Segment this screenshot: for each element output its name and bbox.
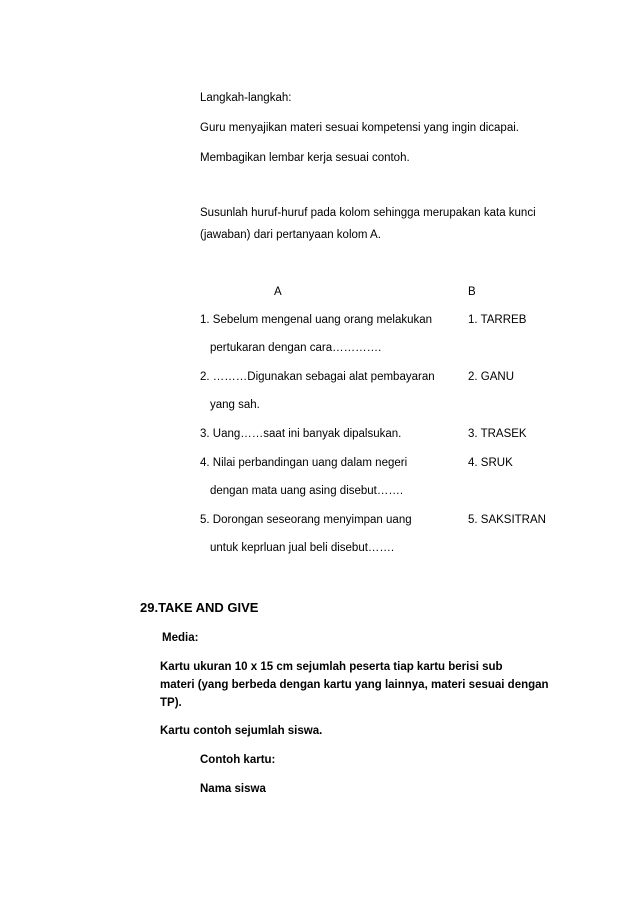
example-name-label: Nama siswa	[200, 783, 266, 795]
column-b-header: B	[468, 286, 476, 298]
question-2-line-1: 2. ………Digunakan sebagai alat pembayaran	[200, 371, 435, 383]
answer-2: 2. GANU	[468, 371, 515, 383]
example-card-label: Contoh kartu:	[200, 754, 276, 766]
media-label: Media:	[162, 632, 199, 644]
media-line-3: TP).	[160, 697, 182, 709]
question-5-line-1: 5. Dorongan seseorang menyimpan uang	[200, 514, 412, 526]
step-1: Guru menyajikan materi sesuai kompetensi yang ingin dicapai.	[200, 122, 519, 134]
column-a-header: A	[274, 286, 282, 298]
question-2-line-2: yang sah.	[210, 399, 260, 411]
instruction-line-1: Susunlah huruf-huruf pada kolom sehingga merupakan kata kunci	[200, 207, 536, 219]
question-5-line-2: untuk keprluan jual beli disebut…….	[210, 542, 395, 554]
section-title: 29.TAKE AND GIVE	[140, 600, 259, 615]
steps-heading: Langkah-langkah:	[200, 92, 292, 104]
answer-1: 1. TARREB	[468, 314, 527, 326]
step-2: Membagikan lembar kerja sesuai contoh.	[200, 152, 410, 164]
question-4-line-2: dengan mata uang asing disebut…….	[210, 485, 404, 497]
instruction-line-2: (jawaban) dari pertanyaan kolom A.	[200, 229, 381, 241]
answer-4: 4. SRUK	[468, 457, 513, 469]
question-4-line-1: 4. Nilai perbandingan uang dalam negeri	[200, 457, 408, 469]
question-1-line-1: 1. Sebelum mengenal uang orang melakukan	[200, 314, 433, 326]
question-1-line-2: pertukaran dengan cara………….	[210, 342, 382, 354]
answer-3: 3. TRASEK	[468, 428, 527, 440]
answer-5: 5. SAKSITRAN	[468, 514, 546, 526]
media-line-1: Kartu ukuran 10 x 15 cm sejumlah peserta tiap kartu berisi sub	[160, 661, 503, 673]
media-line-2: materi (yang berbeda dengan kartu yang lainnya, materi sesuai dengan	[160, 679, 549, 691]
question-3-line-1: 3. Uang……saat ini banyak dipalsukan.	[200, 428, 402, 440]
media-line-4: Kartu contoh sejumlah siswa.	[160, 725, 323, 737]
